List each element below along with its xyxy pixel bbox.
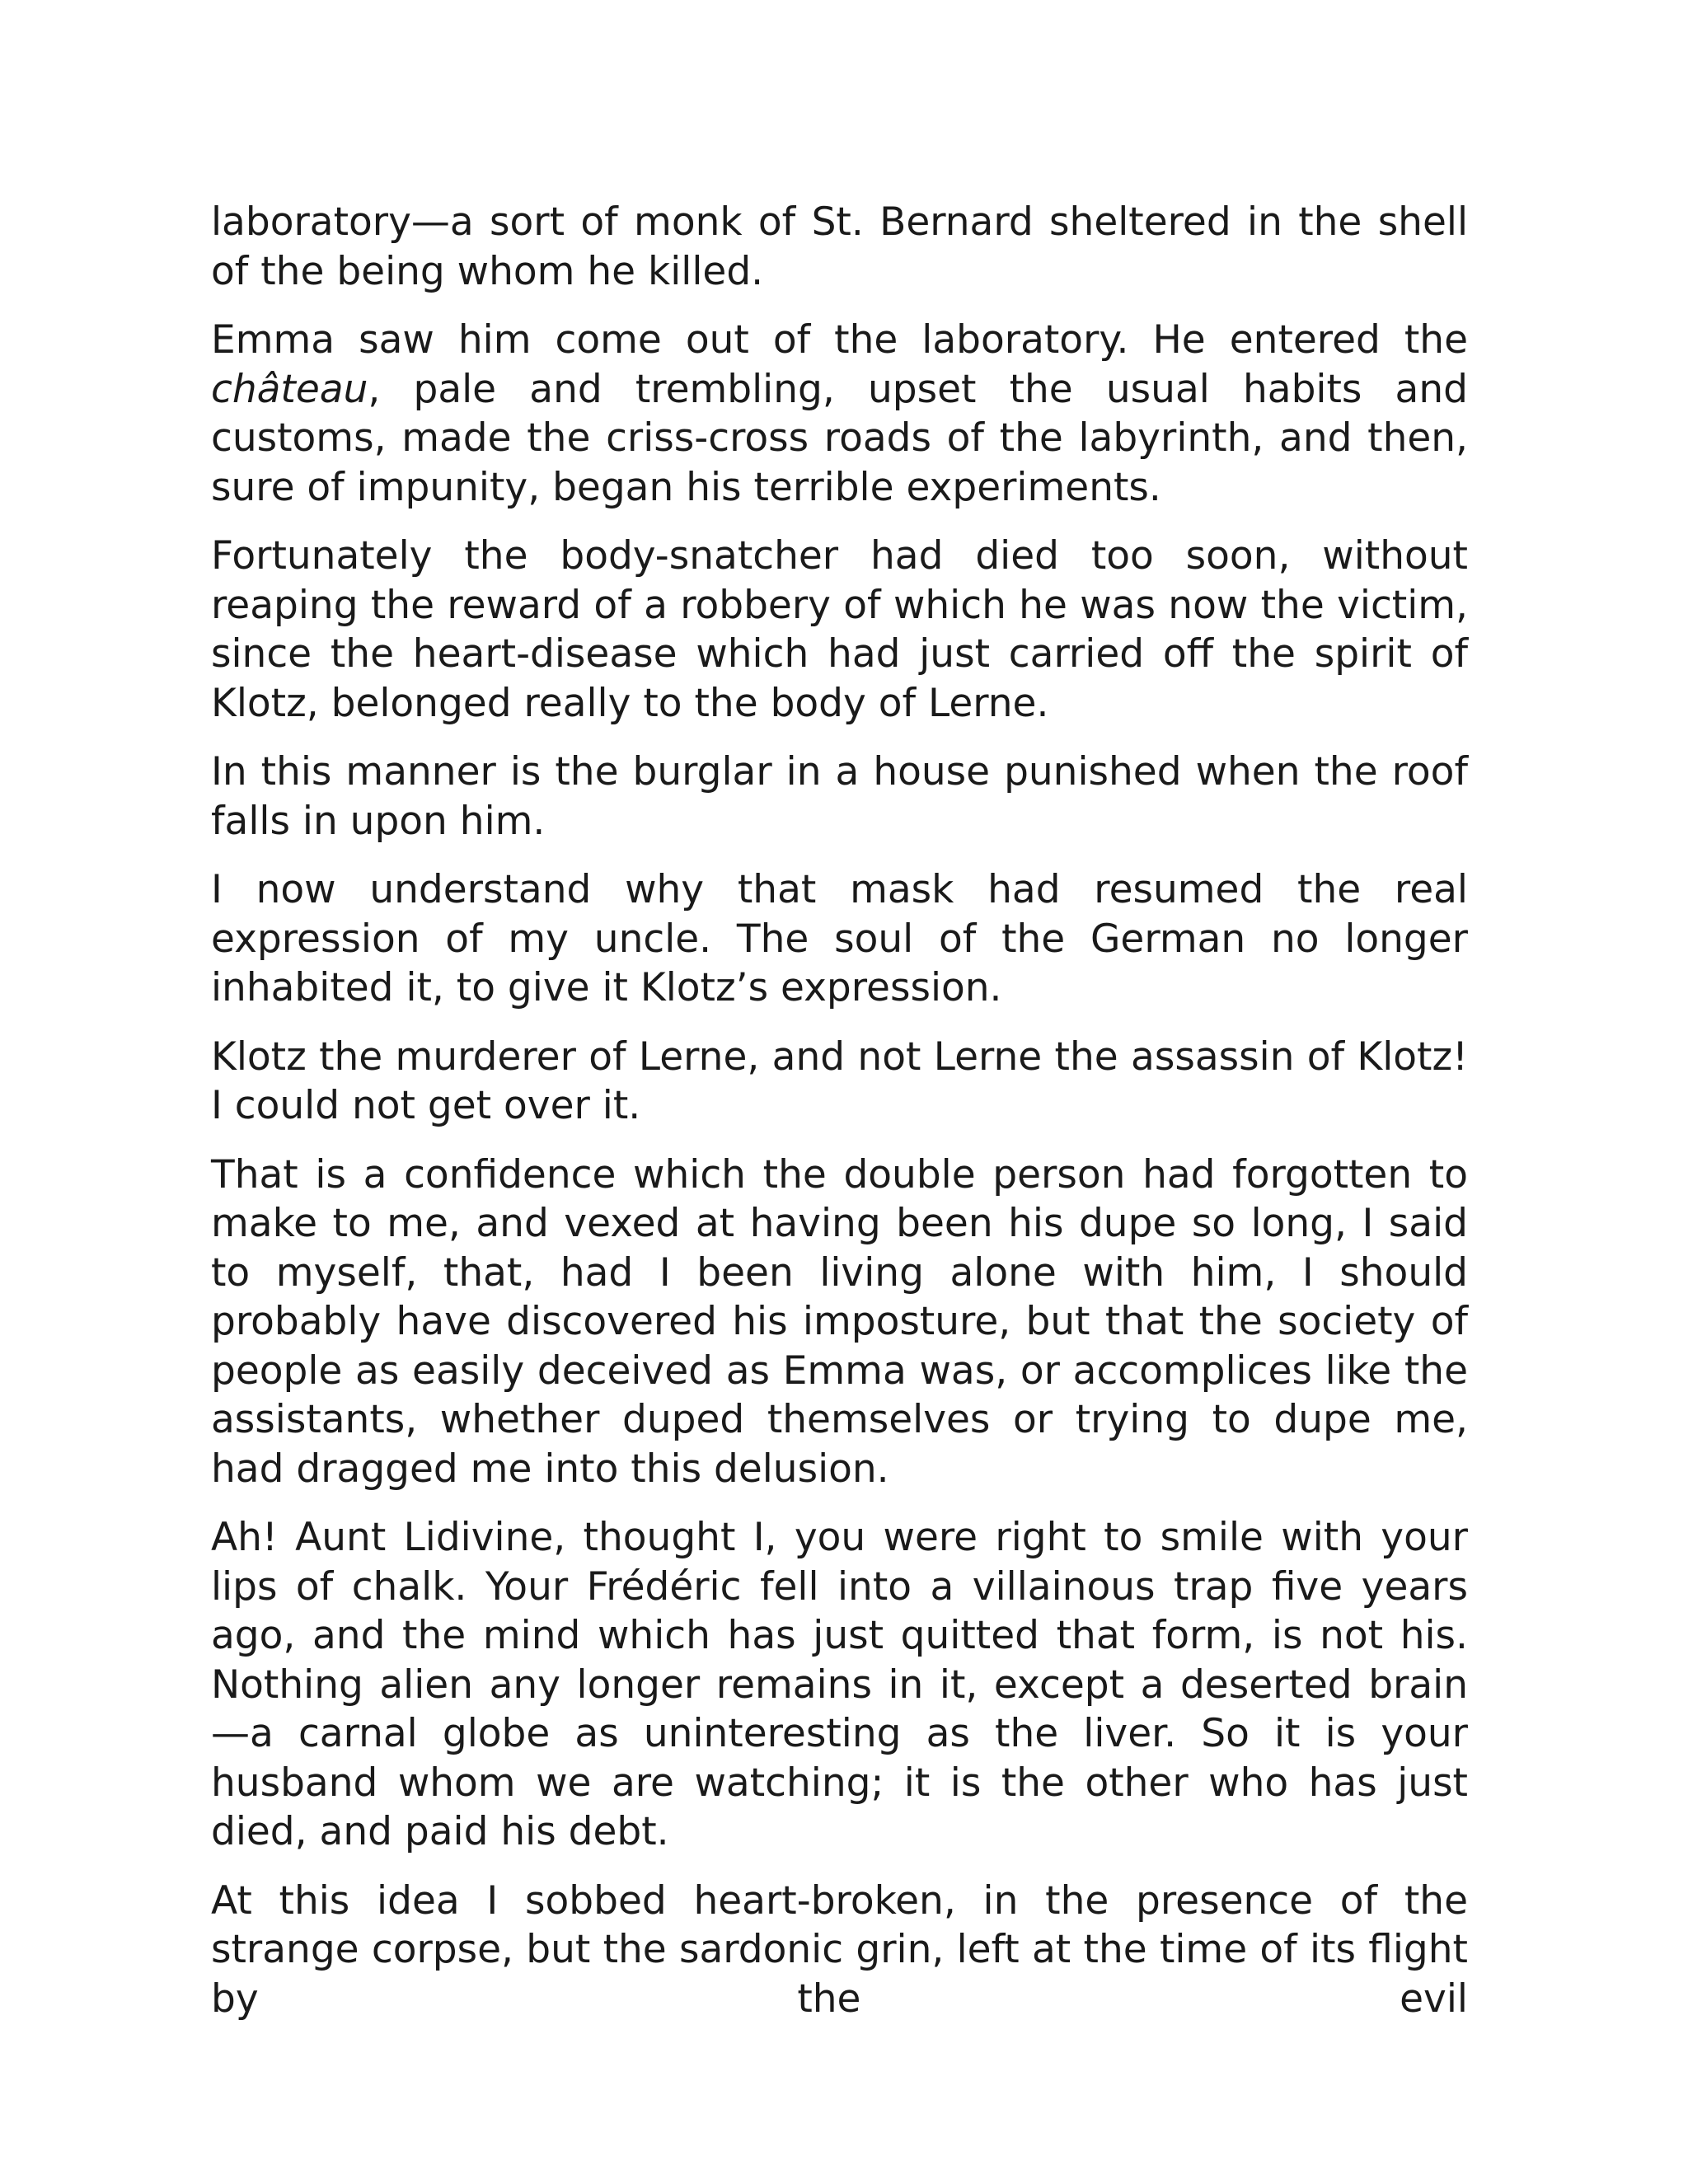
paragraph-1: laboratory—a sort of monk of St. Bernard sheltered in the shell of the being whom he killed. bbox=[211, 199, 1468, 294]
paragraph-5: I now understand why that mask had resumed the real expression of my uncle. The soul of the German no longer inhabited it, to give it Klotz’s expression. bbox=[211, 867, 1468, 1010]
paragraph-4: In this manner is the burglar in a house punished when the roof falls in upon him. bbox=[211, 749, 1468, 844]
paragraph-6: Klotz the murderer of Lerne, and not Lerne the assassin of Klotz! I could not get over it. bbox=[211, 1033, 1468, 1128]
paragraph-7: That is a confidence which the double person had forgotten to make to me, and vexed at having been his dupe so long, I said to myself, that, had I been living alone with him, I should probably have discovered his imposture, but that the society of people as easily deceived as Emma was, or accomplices like the assistants, whether duped themselves or trying to dupe me, had dragged me into this delusion. bbox=[211, 1151, 1468, 1492]
paragraph-3: Fortunately the body-snatcher had died too soon, without reaping the reward of a robbery of which he was now the victim, since the heart-disease which had just carried off the spirit of Klotz, belonged really to the body of Lerne. bbox=[211, 533, 1468, 726]
paragraph-2-end: , pale and trembling, upset the usual habits and customs, made the criss-cross roads of the labyrinth, and then, sure of impunity, began his terrible experiments. bbox=[211, 366, 1468, 510]
body-text bbox=[211, 198, 1468, 2023]
paragraph-2-start: Emma saw him come out of the laboratory. He entered the bbox=[211, 317, 1468, 363]
paragraph-2 bbox=[211, 316, 1468, 512]
paragraph-8: Ah! Aunt Lidivine, thought I, you were right to smile with your lips of chalk. Your Frédéric fell into a villainous trap five years ago, and the mind which has just quitted that form, is not his. Nothing alien any longer remains in it, except a deserted brain—a carnal globe as uninteresting as the liver. So it is your husband whom we are watching; it is the other who has just died, and paid his debt. bbox=[211, 1515, 1468, 1854]
paragraph-9: At this idea I sobbed heart-broken, in the presence of the strange corpse, but the sardonic grin, left at the time of its flight by the evil bbox=[211, 1877, 1468, 2022]
italic-word-chateau: château bbox=[211, 366, 368, 412]
